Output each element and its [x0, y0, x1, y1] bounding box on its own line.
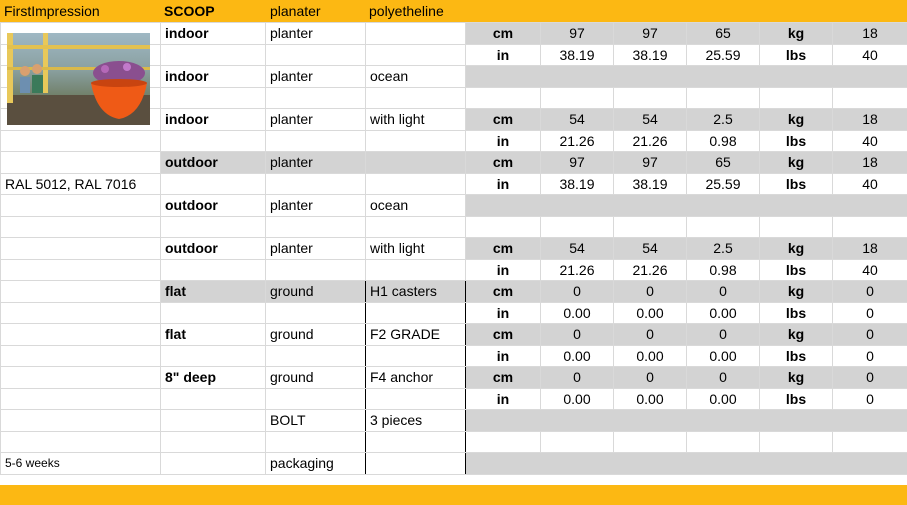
- note-cell: [1, 238, 161, 260]
- weight-unit-cell: [760, 66, 833, 88]
- table-row: [1, 238, 907, 260]
- dimension-1-cell: [541, 87, 614, 109]
- location-cell: flat: [161, 281, 266, 303]
- unit-cell: in: [466, 44, 541, 66]
- dimension-2-cell: [614, 66, 687, 88]
- dimension-2-cell: 0: [614, 281, 687, 303]
- dimension-3-cell: 0.00: [687, 388, 760, 410]
- dimension-1-cell: [541, 453, 614, 475]
- note-cell: [1, 345, 161, 367]
- unit-cell: in: [466, 130, 541, 152]
- weight-unit-cell: kg: [760, 238, 833, 260]
- dimension-2-cell: 0.00: [614, 302, 687, 324]
- unit-cell: [466, 87, 541, 109]
- note-cell: [1, 431, 161, 453]
- location-cell: [161, 44, 266, 66]
- dimension-1-cell: 54: [541, 238, 614, 260]
- type-cell: ground: [266, 367, 366, 389]
- weight-cell: [833, 431, 907, 453]
- location-cell: [161, 388, 266, 410]
- unit-cell: in: [466, 388, 541, 410]
- type-cell: [266, 173, 366, 195]
- table-row: [1, 195, 907, 217]
- dimension-1-cell: 0: [541, 281, 614, 303]
- option-cell: with light: [366, 109, 466, 131]
- table-row: [1, 281, 907, 303]
- option-cell: [366, 23, 466, 45]
- dimension-2-cell: 38.19: [614, 44, 687, 66]
- dimension-1-cell: 0.00: [541, 302, 614, 324]
- type-cell: planter: [266, 195, 366, 217]
- table-row: [1, 216, 907, 238]
- type-cell: [266, 216, 366, 238]
- location-cell: [161, 130, 266, 152]
- weight-cell: 0: [833, 324, 907, 346]
- dimension-2-cell: 0: [614, 324, 687, 346]
- dimension-2-cell: 54: [614, 238, 687, 260]
- dimension-1-cell: 97: [541, 23, 614, 45]
- type-cell: [266, 87, 366, 109]
- location-cell: [161, 410, 266, 432]
- unit-cell: cm: [466, 238, 541, 260]
- weight-unit-cell: kg: [760, 152, 833, 174]
- option-cell: H1 casters: [366, 281, 466, 303]
- dimension-1-cell: [541, 410, 614, 432]
- dimension-3-cell: 65: [687, 23, 760, 45]
- dimension-1-cell: 97: [541, 152, 614, 174]
- option-cell: [366, 388, 466, 410]
- dimension-2-cell: [614, 431, 687, 453]
- table-row: [1, 453, 907, 475]
- dimension-1-cell: 0: [541, 367, 614, 389]
- dimension-1-cell: [541, 216, 614, 238]
- dimension-3-cell: 0.00: [687, 302, 760, 324]
- dimension-3-cell: [687, 216, 760, 238]
- dimension-3-cell: [687, 453, 760, 475]
- location-cell: [161, 431, 266, 453]
- weight-unit-cell: lbs: [760, 130, 833, 152]
- dimension-3-cell: [687, 66, 760, 88]
- dimension-2-cell: 54: [614, 109, 687, 131]
- type-cell: [266, 345, 366, 367]
- dimension-2-cell: 0.00: [614, 345, 687, 367]
- weight-cell: [833, 453, 907, 475]
- dimension-3-cell: [687, 87, 760, 109]
- type-cell: planter: [266, 109, 366, 131]
- note-cell: [1, 324, 161, 346]
- dimension-3-cell: 25.59: [687, 44, 760, 66]
- type-cell: planter: [266, 23, 366, 45]
- note-cell: [1, 259, 161, 281]
- weight-cell: 40: [833, 130, 907, 152]
- type-cell: packaging: [266, 453, 366, 475]
- location-cell: outdoor: [161, 152, 266, 174]
- dimension-3-cell: 0: [687, 324, 760, 346]
- weight-cell: [833, 66, 907, 88]
- option-cell: [366, 152, 466, 174]
- note-cell: [1, 130, 161, 152]
- dimension-2-cell: 0.00: [614, 388, 687, 410]
- dimension-3-cell: 2.5: [687, 238, 760, 260]
- dimension-1-cell: 38.19: [541, 173, 614, 195]
- dimension-1-cell: 38.19: [541, 44, 614, 66]
- option-cell: [366, 453, 466, 475]
- option-cell: [366, 87, 466, 109]
- dimension-3-cell: 2.5: [687, 109, 760, 131]
- weight-cell: 40: [833, 44, 907, 66]
- header-bar: [0, 0, 907, 22]
- type-cell: planter: [266, 238, 366, 260]
- dimension-3-cell: 25.59: [687, 173, 760, 195]
- footer-bar: [0, 485, 907, 505]
- type-cell: [266, 259, 366, 281]
- note-cell: [1, 410, 161, 432]
- dimension-3-cell: 0.00: [687, 345, 760, 367]
- unit-cell: [466, 431, 541, 453]
- location-cell: [161, 87, 266, 109]
- unit-cell: in: [466, 302, 541, 324]
- weight-cell: 0: [833, 302, 907, 324]
- weight-unit-cell: lbs: [760, 388, 833, 410]
- dimension-2-cell: [614, 195, 687, 217]
- dimension-3-cell: 0.98: [687, 259, 760, 281]
- dimension-3-cell: [687, 410, 760, 432]
- location-cell: [161, 453, 266, 475]
- table-row: [1, 173, 907, 195]
- weight-cell: 18: [833, 109, 907, 131]
- weight-cell: [833, 87, 907, 109]
- location-cell: [161, 345, 266, 367]
- dimension-1-cell: 21.26: [541, 130, 614, 152]
- brand-label: FirstImpression: [4, 3, 100, 19]
- weight-unit-cell: [760, 87, 833, 109]
- unit-cell: cm: [466, 152, 541, 174]
- type-cell: ground: [266, 324, 366, 346]
- weight-cell: [833, 216, 907, 238]
- option-cell: [366, 259, 466, 281]
- option-cell: [366, 173, 466, 195]
- dimension-2-cell: [614, 216, 687, 238]
- unit-cell: in: [466, 345, 541, 367]
- type-cell: planter: [266, 152, 366, 174]
- weight-unit-cell: kg: [760, 109, 833, 131]
- note-cell: [1, 152, 161, 174]
- table-row: [1, 130, 907, 152]
- dimension-2-cell: [614, 410, 687, 432]
- dimension-3-cell: 65: [687, 152, 760, 174]
- dimension-3-cell: [687, 195, 760, 217]
- weight-cell: 18: [833, 23, 907, 45]
- weight-unit-cell: lbs: [760, 302, 833, 324]
- type-cell: [266, 130, 366, 152]
- option-cell: [366, 44, 466, 66]
- location-cell: indoor: [161, 109, 266, 131]
- dimension-3-cell: 0: [687, 281, 760, 303]
- dimension-2-cell: 97: [614, 23, 687, 45]
- weight-cell: 0: [833, 367, 907, 389]
- note-cell: [1, 388, 161, 410]
- dimension-2-cell: 38.19: [614, 173, 687, 195]
- weight-unit-cell: [760, 453, 833, 475]
- weight-unit-cell: kg: [760, 367, 833, 389]
- model-label: SCOOP: [164, 3, 215, 19]
- option-cell: F2 GRADE: [366, 324, 466, 346]
- table-row: [1, 259, 907, 281]
- weight-cell: 18: [833, 152, 907, 174]
- dimension-1-cell: 0.00: [541, 345, 614, 367]
- unit-cell: cm: [466, 324, 541, 346]
- weight-unit-cell: [760, 216, 833, 238]
- table-row: [1, 345, 907, 367]
- unit-cell: [466, 410, 541, 432]
- location-cell: [161, 216, 266, 238]
- location-cell: 8" deep: [161, 367, 266, 389]
- product-photo: [7, 33, 150, 125]
- weight-unit-cell: lbs: [760, 259, 833, 281]
- weight-cell: 40: [833, 259, 907, 281]
- table-row: [1, 152, 907, 174]
- weight-cell: 0: [833, 345, 907, 367]
- unit-cell: in: [466, 259, 541, 281]
- dimension-3-cell: 0.98: [687, 130, 760, 152]
- unit-cell: [466, 453, 541, 475]
- unit-cell: [466, 216, 541, 238]
- weight-cell: 0: [833, 281, 907, 303]
- dimension-2-cell: [614, 453, 687, 475]
- location-cell: indoor: [161, 66, 266, 88]
- dimension-3-cell: 0: [687, 367, 760, 389]
- dimension-1-cell: 54: [541, 109, 614, 131]
- weight-unit-cell: lbs: [760, 44, 833, 66]
- unit-cell: [466, 195, 541, 217]
- location-cell: [161, 259, 266, 281]
- weight-cell: 0: [833, 388, 907, 410]
- weight-unit-cell: lbs: [760, 173, 833, 195]
- weight-unit-cell: [760, 431, 833, 453]
- type-cell: ground: [266, 281, 366, 303]
- weight-cell: [833, 195, 907, 217]
- type-cell: [266, 44, 366, 66]
- note-cell: [1, 302, 161, 324]
- location-cell: flat: [161, 324, 266, 346]
- weight-cell: 18: [833, 238, 907, 260]
- weight-unit-cell: kg: [760, 23, 833, 45]
- planter-photo-illustration: [7, 33, 150, 125]
- dimension-2-cell: 97: [614, 152, 687, 174]
- note-cell: [1, 216, 161, 238]
- unit-cell: in: [466, 173, 541, 195]
- table-row: [1, 302, 907, 324]
- option-cell: ocean: [366, 195, 466, 217]
- location-cell: outdoor: [161, 238, 266, 260]
- option-cell: [366, 345, 466, 367]
- note-cell: [1, 367, 161, 389]
- unit-cell: cm: [466, 281, 541, 303]
- weight-unit-cell: kg: [760, 324, 833, 346]
- note-cell: [1, 195, 161, 217]
- unit-cell: cm: [466, 367, 541, 389]
- type-cell: BOLT: [266, 410, 366, 432]
- option-cell: [366, 216, 466, 238]
- table-row: [1, 367, 907, 389]
- location-cell: [161, 302, 266, 324]
- type-cell: [266, 431, 366, 453]
- option-cell: [366, 130, 466, 152]
- weight-cell: 40: [833, 173, 907, 195]
- table-row: [1, 431, 907, 453]
- dimension-1-cell: 0.00: [541, 388, 614, 410]
- material-label: polyetheline: [369, 3, 444, 19]
- option-cell: [366, 302, 466, 324]
- dimension-2-cell: 21.26: [614, 130, 687, 152]
- table-row: [1, 324, 907, 346]
- dimension-1-cell: 0: [541, 324, 614, 346]
- option-cell: F4 anchor: [366, 367, 466, 389]
- table-row: [1, 410, 907, 432]
- weight-unit-cell: kg: [760, 281, 833, 303]
- unit-cell: cm: [466, 23, 541, 45]
- option-cell: ocean: [366, 66, 466, 88]
- option-cell: 3 pieces: [366, 410, 466, 432]
- note-cell: [1, 281, 161, 303]
- dimension-3-cell: [687, 431, 760, 453]
- dimension-2-cell: 0: [614, 367, 687, 389]
- dimension-1-cell: [541, 66, 614, 88]
- location-cell: [161, 173, 266, 195]
- note-cell: 5-6 weeks: [1, 453, 161, 475]
- dimension-2-cell: [614, 87, 687, 109]
- weight-cell: [833, 410, 907, 432]
- type-cell: [266, 302, 366, 324]
- dimension-1-cell: 21.26: [541, 259, 614, 281]
- type-cell: planter: [266, 66, 366, 88]
- weight-unit-cell: [760, 195, 833, 217]
- location-cell: outdoor: [161, 195, 266, 217]
- option-cell: with light: [366, 238, 466, 260]
- category-label: planater: [270, 3, 321, 19]
- table-row: [1, 388, 907, 410]
- note-cell: RAL 5012, RAL 7016: [1, 173, 161, 195]
- unit-cell: [466, 66, 541, 88]
- option-cell: [366, 431, 466, 453]
- dimension-1-cell: [541, 195, 614, 217]
- weight-unit-cell: [760, 410, 833, 432]
- location-cell: indoor: [161, 23, 266, 45]
- dimension-1-cell: [541, 431, 614, 453]
- type-cell: [266, 388, 366, 410]
- unit-cell: cm: [466, 109, 541, 131]
- dimension-2-cell: 21.26: [614, 259, 687, 281]
- weight-unit-cell: lbs: [760, 345, 833, 367]
